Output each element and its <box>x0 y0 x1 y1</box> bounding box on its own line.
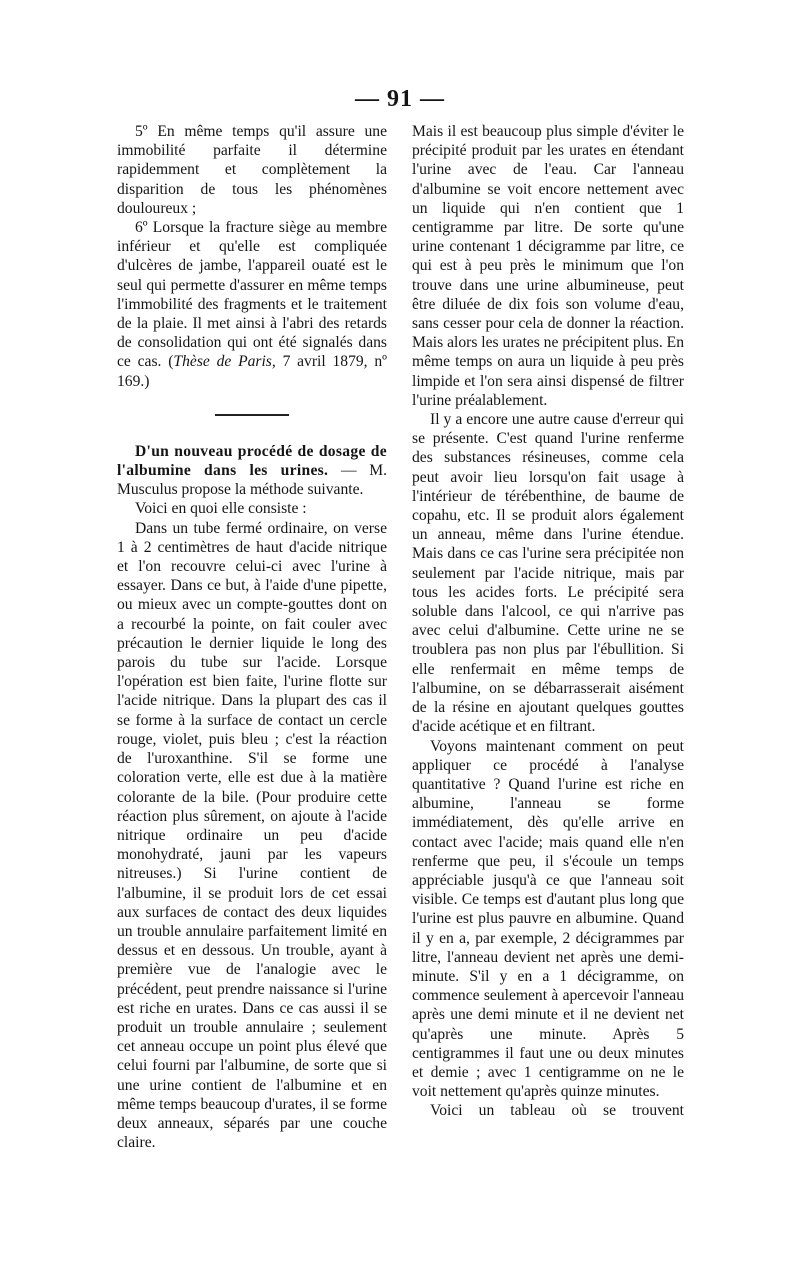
citation-date: 7 avril 1879, nº 169.) <box>117 353 387 390</box>
paragraph-immobility: 5º En même temps qu'il assure une immobilité parfaite il détermine rapidemment et complètement la disparition de tous les phénomènes douloureux ; <box>117 123 387 217</box>
heading-author-line: — M. Musculus propose la méthode suivante. <box>117 462 388 499</box>
section-heading: D'un nouveau procédé de dosage de l'albumine dans les urines. <box>117 442 387 480</box>
paragraph-fracture-text: 6º Lorsque la fracture siège au membre inférieur et qu'elle est compliquée d'ulcères de jambe, l'appareil ouaté est le seul qui permette d'assurer en même temps l'immobilité des fragments et le traitement de la plaie. Il met ainsi à l'abri des retards de consolidation qui ont été signalés dans ce cas. ( <box>117 219 387 371</box>
paragraph-fracture <box>117 218 387 391</box>
paragraph-table-intro: Voici un tableau où se trouvent <box>430 1102 684 1120</box>
section-divider <box>215 414 289 416</box>
section-heading-paragraph <box>117 442 387 500</box>
right-column <box>412 122 684 1121</box>
paragraph-method: Dans un tube fermé ordinaire, on verse 1 à 2 centimètres de haut d'acide nitrique et l'on recouvre celui-ci avec l'urine à essayer. Dans ce but, à l'aide d'une pipette, ou mieux avec un compte-gouttes dont on a recourbé la pointe, on fait couler avec précaution le dernier liquide le long des parois du tube sur l'acide. Lorsque l'opération est bien faite, l'urine flotte sur l'acide nitrique. Dans la plupart des cas il se forme à la surface de contact un cercle rouge, violet, puis bleu ; c'est la réaction de l'uroxanthine. S'il se forme une coloration verte, elle est due à la matière colorante de la bile. (Pour produire cette réaction plus sûrement, on ajoute à l'acide nitrique ordinaire un peu d'acide monohydraté, jauni par les vapeurs nitreuses.) Si l'urine contient de l'albumine, il se produit lors de cet essai aux surfaces de contact des deux liquides un trouble annulaire parfaitement limité en dessus et en dessous. Un trouble, ayant à première vue de l'analogie avec le précédent, peut prendre naissance si l'urine est riche en urates. Dans ce cas aussi il se produit un trouble annulaire ; seulement cet anneau occupe un point plus élevé que celui fourni par l'albumine, de sorte que si une urine contient de l'albumine et en même temps beaucoup d'urates, il se forme deux anneaux, séparés par une couche claire. <box>117 519 387 1152</box>
citation-these: Thèse de Paris, <box>173 353 276 371</box>
paragraph-dilution: Mais il est beaucoup plus simple d'éviter le précipité produit par les urates en étendant l'urine avec de l'eau. Car l'anneau d'albumine se voit encore nettement avec un liquide qui n'en contient que 1 centigramme par litre. De sorte qu'une urine contenant 1 décigramme par litre, ce qui est à peu près le minimum que l'on trouve dans une urine albumineuse, peut être diluée de dix fois son volume d'eau, sans cesser pour cela de donner la réaction. Mais alors les urates ne précipitent plus. En même temps on aura un liquide à peu près limpide et l'on sera ainsi dispensé de filtrer l'urine préalablement. <box>412 123 684 409</box>
left-column <box>117 122 387 1152</box>
paragraph-resin-error: Il y a encore une autre cause d'erreur qui se présente. C'est quand l'urine renferme des substances résineuses, comme cela peut avoir lieu lorsqu'on fait usage à l'intérieur de térébenthine, de baume de copahu, etc. Il se produit alors également un anneau, même dans l'urine étendue. Mais dans ce cas l'urine sera précipitée non seulement par l'acide nitrique, mais par tous les acides forts. Le précipité sera soluble dans l'alcool, ce qui n'arrive pas avec celui d'albumine. Cette urine ne se troublera pas non plus par l'ébullition. Si elle renfermait en même temps de l'albumine, on se débarrasserait aisément de la résine en ajoutant quelques gouttes d'acide acétique et en filtrant. <box>412 411 684 736</box>
page-number: — 91 — <box>355 86 445 112</box>
paragraph-intro: Voici en quoi elle consiste : <box>135 500 307 518</box>
paragraph-quantitative: Voyons maintenant comment on peut appliquer ce procédé à l'analyse quantitative ? Quand l'urine est riche en albumine, l'anneau se forme immédiatement, dès qu'elle arrive en contact avec l'acide; mais quand elle n'en renferme que peu, il s'écoule un temps appréciable jusqu'à ce que l'anneau soit visible. Ce temps est d'autant plus long que l'urine est plus pauvre en albumine. Quand il y en a, par exemple, 2 décigrammes par litre, l'anneau devient net après une demi-minute. S'il y en a 1 décigramme, on commence seulement à apercevoir l'anneau après une demi minute et il ne devient net qu'après une minute. Après 5 centigrammes il faut une ou deux minutes et demie ; avec 1 centigramme on ne le voit nettement qu'après quinze minutes. <box>412 737 684 1101</box>
